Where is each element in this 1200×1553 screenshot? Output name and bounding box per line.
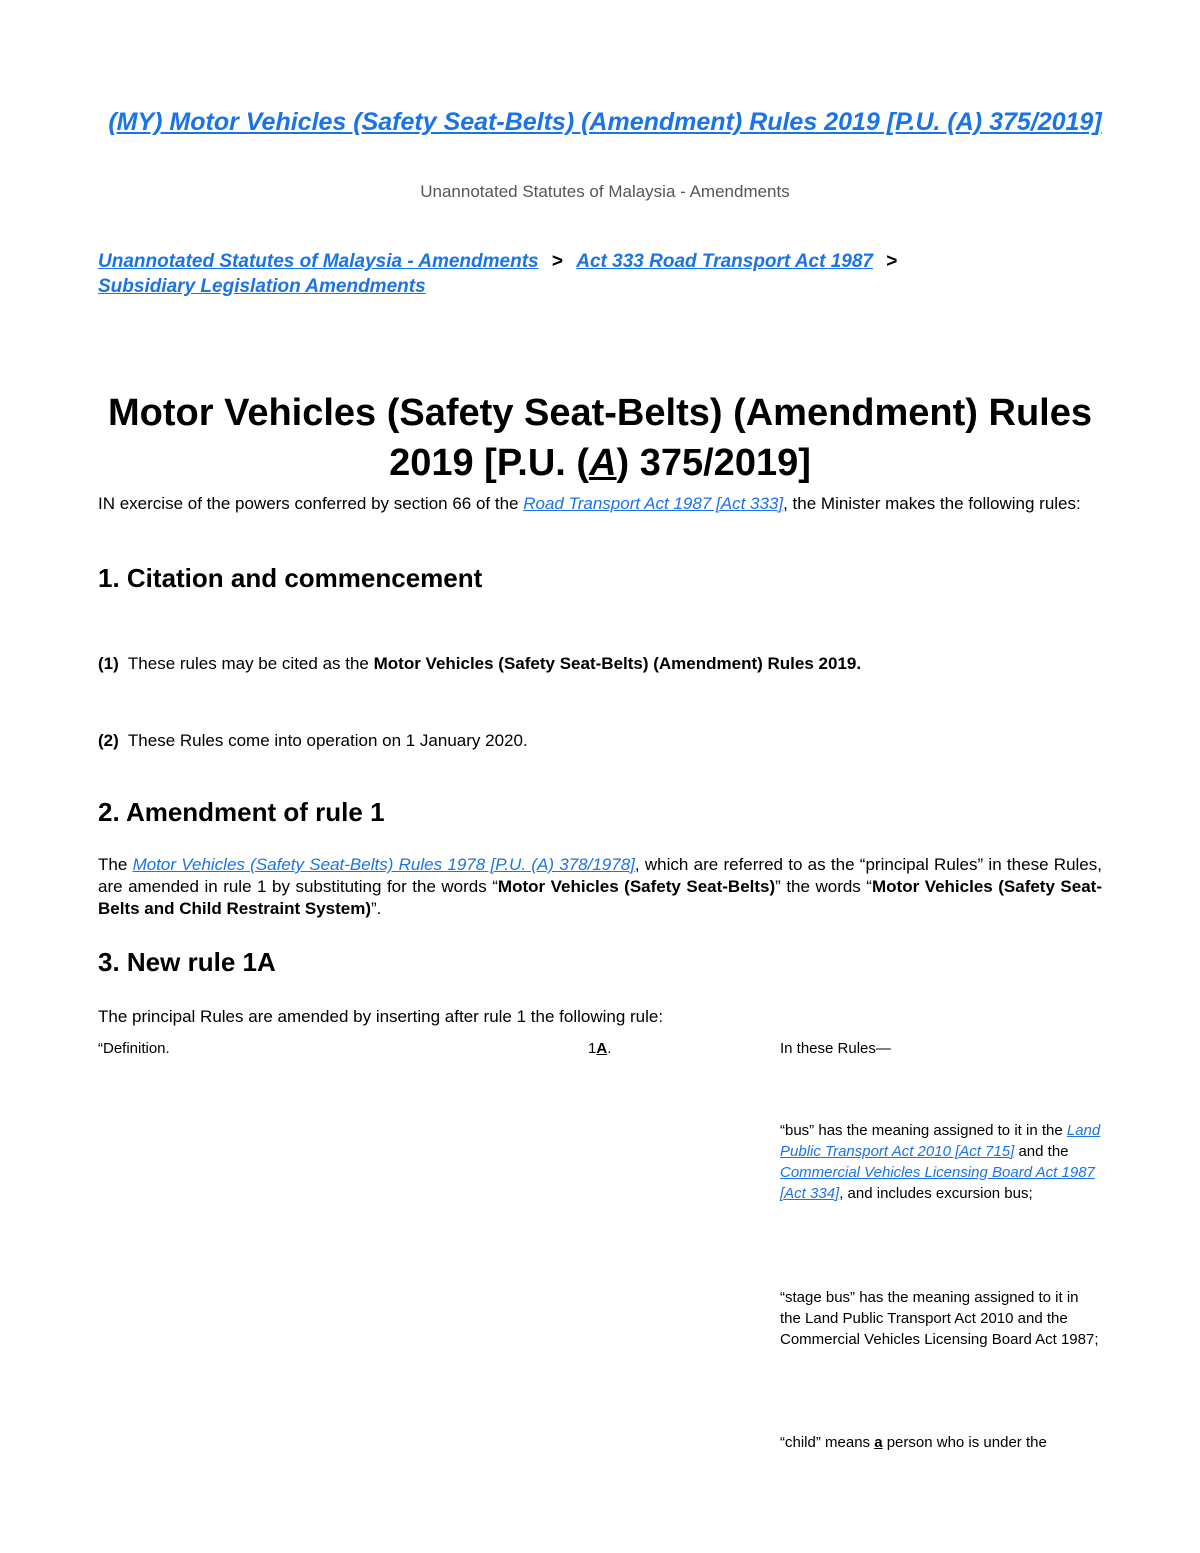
paragraph-bold-text: Motor Vehicles (Safety Seat-Belts) (Amendment) Rules 2019. — [373, 654, 862, 673]
section-3-intro: The principal Rules are amended by inserting after rule 1 the following rule: — [98, 1007, 664, 1026]
section-1-paragraph-2 — [98, 730, 1102, 752]
breadcrumb-item-act-333[interactable]: Act 333 Road Transport Act 1987 — [576, 251, 873, 272]
header-title-link[interactable]: (MY) Motor Vehicles (Safety Seat-Belts) (Amendment) Rules 2019 [P.U. (A) 375/2019] — [108, 108, 1102, 136]
definition-stage-bus — [780, 1287, 1102, 1350]
breadcrumb-item-unannotated-statutes[interactable]: Unannotated Statutes of Malaysia - Amendments — [98, 251, 539, 272]
s2-bold: Motor Vehicles (Safety Seat-Belts and Child Restraint System) — [98, 877, 1102, 918]
intro-paragraph — [98, 493, 1102, 515]
land-public-transport-act-link[interactable]: Land Public Transport Act 2010 [Act 715] — [780, 1122, 1101, 1160]
breadcrumb-item-subsidiary-legislation[interactable]: Subsidiary Legislation Amendments — [98, 276, 426, 297]
definition-child — [780, 1432, 1102, 1453]
definition-label: “Definition. — [98, 1040, 170, 1057]
road-transport-act-link[interactable]: Road Transport Act 1987 [Act 333] — [523, 494, 784, 513]
breadcrumb-separator: > — [886, 251, 898, 272]
paragraph-number: (1) — [98, 654, 119, 673]
rule-number — [588, 1040, 611, 1057]
rule-number-dot: . — [607, 1040, 612, 1057]
document-title-part1: Motor Vehicles (Safety Seat-Belts) (Amendment) Rules 2019 [P.U. ( — [108, 392, 1092, 484]
document-title-a: A — [589, 442, 617, 484]
term-stage-bus: “stage bus” — [780, 1289, 856, 1306]
s2-text: , which are referred to as the “principal Rules” in these Rules, are amended in rule 1 by substituting for the words “ — [98, 855, 1102, 896]
page-header-title[interactable] — [100, 104, 1110, 140]
term-bus: “bus” — [780, 1122, 815, 1139]
s2-text: The — [98, 855, 133, 874]
commercial-vehicles-act-link[interactable]: Commercial Vehicles Licensing Board Act 1987 [Act 334] — [780, 1164, 1095, 1202]
breadcrumb — [98, 249, 1108, 299]
section-2-paragraph — [98, 854, 1102, 920]
definition-emphasis: a — [874, 1434, 883, 1451]
breadcrumb-separator: > — [551, 251, 563, 272]
section-1-heading: 1. Citation and commencement — [98, 563, 483, 593]
section-2-heading: 2. Amendment of rule 1 — [98, 797, 385, 827]
definition-bus — [780, 1120, 1102, 1204]
intro-text: IN exercise of the powers conferred by section 66 of the — [98, 494, 524, 513]
paragraph-number: (2) — [98, 731, 119, 750]
document-title-part2: ) 375/2019] — [616, 442, 811, 484]
page-subtitle: Unannotated Statutes of Malaysia - Amendments — [420, 182, 790, 201]
definition-text: has the meaning assigned to it in the — [814, 1122, 1067, 1139]
definition-text: has the meaning assigned to it in the Land Public Transport Act 2010 and the Commercial Vehicles Licensing Board Act 1987; — [780, 1289, 1099, 1348]
definition-text: , and includes excursion bus; — [839, 1185, 1033, 1202]
paragraph-text: These rules may be cited as the — [127, 654, 374, 673]
intro-text-end: , the Minister makes the following rules: — [783, 494, 1081, 513]
rule-number-letter: A — [596, 1040, 608, 1057]
document-title — [100, 388, 1100, 488]
rule-number-digit: 1 — [588, 1040, 597, 1057]
s2-text: ”. — [371, 899, 382, 918]
section-1-paragraph-1 — [98, 653, 1102, 675]
definition-text: means — [820, 1434, 875, 1451]
s2-text: ” the words “ — [775, 877, 872, 896]
definition-text: and the — [1014, 1143, 1069, 1160]
paragraph-text: These Rules come into operation on 1 January 2020. — [127, 731, 528, 750]
definition-lead: In these Rules— — [780, 1040, 891, 1057]
principal-rules-link[interactable]: Motor Vehicles (Safety Seat-Belts) Rules 1978 [P.U. (A) 378/1978] — [132, 855, 635, 874]
definition-text: person who is under the — [882, 1434, 1047, 1451]
term-child: “child” — [780, 1434, 821, 1451]
s2-bold: Motor Vehicles (Safety Seat-Belts) — [497, 877, 776, 896]
section-3-heading: 3. New rule 1A — [98, 947, 276, 977]
